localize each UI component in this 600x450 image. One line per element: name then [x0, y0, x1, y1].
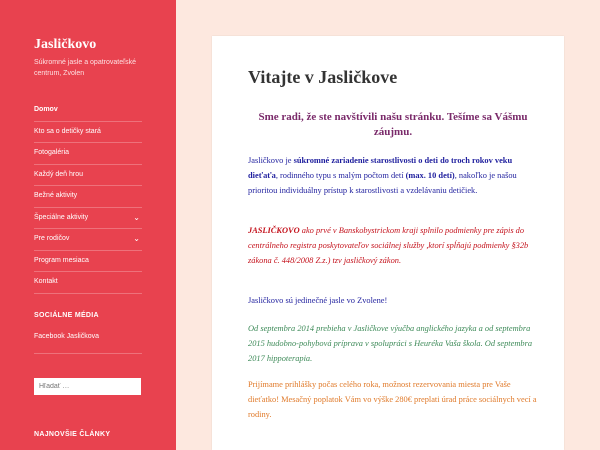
sidebar — [0, 0, 176, 450]
nav-item-label: Kto sa o detičky stará — [34, 127, 101, 135]
main-navigation — [34, 100, 142, 294]
nav-item-fotogaleria[interactable] — [34, 143, 142, 165]
unique-paragraph: Jasličkovo sú jedinečné jasle vo Zvolene! — [248, 296, 388, 305]
site-title[interactable]: Jasličkovo — [34, 37, 97, 52]
nav-item-label: Program mesiaca — [34, 256, 89, 264]
nav-item-program-mesiaca[interactable] — [34, 251, 142, 273]
nav-item-kontakt[interactable] — [34, 272, 142, 294]
nav-item-label: Každý deň hrou — [34, 170, 84, 178]
search-input[interactable] — [34, 378, 141, 395]
registry-paragraph: JASLIČKOVO ako prvé v Banskobystrickom kraji splnilo podmienky pre zápis do centrálneho registra poskytovateľov sociálnej služby ,ktorí spĺňajú podmienky §32b zákona č. 448/2008 Z.z.) tzv jasličkový zákon. — [248, 226, 529, 265]
chevron-down-icon[interactable]: ⌄ — [133, 234, 140, 243]
nav-item-label: Domov — [34, 106, 58, 113]
nav-item-label: Kontakt — [34, 278, 58, 285]
nav-item-label: Bežné aktivity — [34, 192, 78, 199]
nav-item-kto-sa-o-deticky-stara[interactable] — [34, 122, 142, 144]
nav-item-label: Fotogaléria — [34, 149, 70, 156]
article-card — [212, 36, 564, 450]
chevron-down-icon[interactable]: ⌄ — [133, 212, 140, 222]
nav-item-label: Pre rodičov — [34, 235, 70, 242]
social-media-heading: SOCIÁLNE MÉDIA — [34, 312, 99, 319]
nav-item-bezne-aktivity[interactable] — [34, 186, 142, 208]
nav-item-pre-rodicov[interactable] — [34, 229, 142, 251]
admission-paragraph: Prijímame prihlášky počas celého roka, možnost rezervovania miesta pre Vaše dieťatko! Mesačný poplatok Vám vo výške 280€ preplati úrad práce sociálnych vecí a rodiny. — [248, 380, 537, 419]
nav-item-kazdy-den-hrou[interactable] — [34, 165, 142, 187]
facebook-link[interactable]: Facebook Jasličkova — [34, 333, 99, 340]
recent-posts-heading: NAJNOVŠIE ČLÁNKY — [34, 431, 111, 438]
nav-item-specialne-aktivity[interactable] — [34, 208, 142, 230]
intro-paragraph: Jasličkovo je súkromné zariadenie starostlivosti o deti do troch rokov veku dieťaťa, rodinného typu s malým počtom detí (max. 10 detí), nakoľko je našou prioritou individuálny prístup k starostlivosti a vzdelávaniu detičiek. — [248, 156, 517, 195]
nav-item-domov[interactable] — [34, 100, 142, 122]
site-description: Súkromné jasle a opatrovateľské centrum, Zvolen — [34, 59, 137, 77]
nav-item-label: Špeciálne aktivity — [34, 213, 89, 221]
welcome-text: Sme radi, že ste navštívili našu stránku. Tešíme sa Vášmu záujmu. — [258, 111, 528, 138]
widget-divider — [34, 353, 142, 354]
activities-paragraph: Od septembra 2014 prebieha v Jasličkove výučba anglického jazyka a od septembra 2015 hudobno-pohybová príprava v spolupráci s Heuréka Vaša škola. Od septembra 2017 hippoterapia. — [248, 324, 533, 363]
page-title: Vitajte v Jasličkove — [248, 67, 398, 87]
